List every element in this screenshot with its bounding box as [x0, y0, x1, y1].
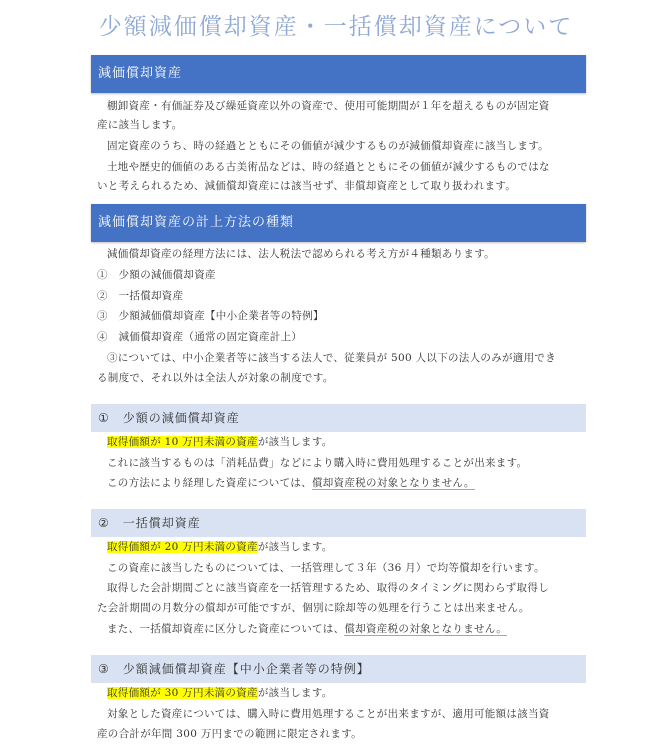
- paragraph-line: 取得した会計期間ごとに該当資産を一括管理するため、取得のタイミングに関わらず取得し: [107, 582, 549, 594]
- subsection-heading-sme-special-rule: ③ 少額減価償却資産【中小企業者等の特例】: [91, 655, 586, 683]
- text-span: が該当します。: [257, 541, 333, 553]
- paragraph-line: 棚卸資産・有価証券及び繰延資産以外の資産で、使用可能期間が１年を超えるものが固定資: [107, 100, 550, 112]
- highlighted-text: 取得価額が 20 万円未満の資産: [107, 541, 258, 553]
- underlined-text: 償却資産税の対象となりません。: [344, 623, 508, 635]
- paragraph-line: た会計期間の月数分の償却が可能ですが、個別に除却等の処理を行うことは出来ません。: [97, 602, 530, 614]
- paragraph-line: 対象とした資産については、購入時に費用処理することが出来ますが、適用可能額は該当資: [107, 708, 550, 720]
- highlighted-text: 取得価額が 30 万円未満の資産: [107, 687, 258, 699]
- subsection-heading-small-amount-assets: ① 少額の減価償却資産: [91, 404, 586, 432]
- paragraph-line: [97, 476, 589, 490]
- highlighted-text: 取得価額が 10 万円未満の資産: [107, 436, 258, 448]
- paragraph-line: ③については、中小企業者等に該当する法人で、従業員が 500 人以下の法人のみが適用でき: [107, 352, 556, 364]
- paragraph-line: 固定資産のうち、時の経過とともにその価値が減少するものが減価償却資産に該当します。: [107, 140, 549, 152]
- paragraph-line: [97, 686, 589, 700]
- paragraph-line: る制度で、それ以外は全法人が対象の制度です。: [97, 372, 334, 384]
- text-span: が該当します。: [257, 687, 333, 699]
- underlined-text: 償却資産税の対象となりません。: [312, 477, 475, 489]
- paragraph-line: [97, 540, 589, 554]
- list-item: ④ 減価償却資産（通常の固定資産計上）: [97, 331, 303, 343]
- page-title: 少額減価償却資産・一括償却資産について: [98, 14, 574, 40]
- text-span: が該当します。: [257, 436, 333, 448]
- paragraph-line: 産の合計が年間 300 万円までの範囲に限定されます。: [97, 728, 362, 740]
- paragraph-line: [97, 622, 589, 636]
- paragraph-line: いと考えられるため、減価償却資産には該当せず、非償却資産として取り扱われます。: [97, 180, 517, 192]
- section-heading-recording-methods: 減価償却資産の計上方法の種類: [91, 204, 586, 242]
- list-item: ① 少額の減価償却資産: [97, 269, 216, 281]
- list-item: ③ 少額減価償却資産【中小企業者等の特例】: [97, 310, 324, 322]
- paragraph-line: これに該当するものは「消耗品費」などにより購入時に費用処理することが出来ます。: [107, 457, 528, 469]
- paragraph-line: 土地や歴史的価値のある古美術品などは、時の経過とともにその価値が減少するものではな: [107, 161, 550, 173]
- subsection-heading-lump-sum-assets: ② 一括償却資産: [91, 509, 586, 537]
- text-span: この方法により経理した資産については、: [107, 477, 312, 489]
- paragraph-line: この資産に該当したものについては、一括管理して３年（36 月）で均等償却を行います。: [107, 562, 545, 574]
- section-heading-depreciable-assets: 減価償却資産: [91, 55, 586, 93]
- paragraph-line: [97, 435, 589, 449]
- paragraph-line: 産に該当します。: [97, 119, 183, 131]
- paragraph-line: 減価償却資産の経理方法には、法人税法で認められる考え方が４種類あります。: [107, 248, 495, 260]
- text-span: また、一括償却資産に区分した資産については、: [107, 623, 345, 635]
- list-item: ② 一括償却資産: [97, 290, 184, 302]
